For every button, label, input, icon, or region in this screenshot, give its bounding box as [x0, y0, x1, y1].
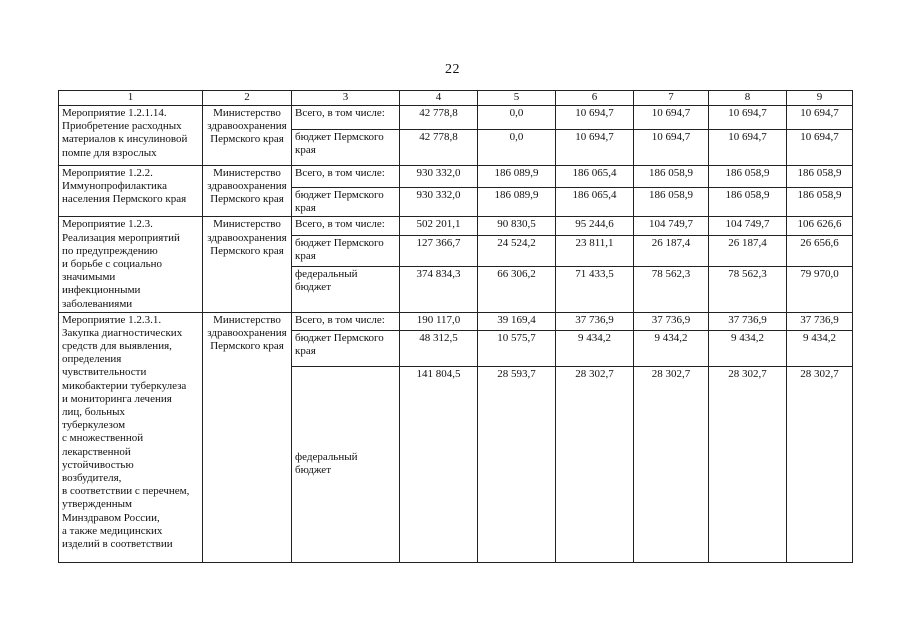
- responsible-organization: [203, 166, 292, 217]
- funding-source: Всего, в том числе:: [292, 106, 400, 130]
- funding-amount: 190 117,0: [400, 312, 478, 330]
- column-number: 2: [203, 91, 292, 106]
- activity-description-line: а также медицинских: [62, 524, 163, 537]
- funding-amount: 39 169,4: [478, 312, 556, 330]
- funding-amount: 24 524,2: [478, 236, 556, 267]
- funding-amount: 9 434,2: [634, 330, 709, 366]
- activity-description-line: чувствительности: [62, 366, 147, 379]
- responsible-organization: [203, 312, 292, 562]
- activity-description-line: и мониторинга лечения: [62, 392, 172, 405]
- organization-line: здравоохранения: [207, 231, 287, 244]
- funding-amount: 104 749,7: [709, 217, 787, 236]
- budget-table: [58, 90, 853, 563]
- funding-amount: 71 433,5: [556, 267, 634, 313]
- funding-amount: 66 306,2: [478, 267, 556, 313]
- activity-description-line: средств для выявления,: [62, 340, 172, 353]
- activity-description: [59, 217, 203, 312]
- funding-amount: 10 694,7: [787, 130, 853, 166]
- funding-amount: 104 749,7: [634, 217, 709, 236]
- organization-line: здравоохранения: [207, 120, 287, 133]
- funding-amount: 186 058,9: [634, 166, 709, 188]
- funding-amount: 37 736,9: [787, 312, 853, 330]
- funding-amount: 78 562,3: [634, 267, 709, 313]
- funding-amount: 37 736,9: [556, 312, 634, 330]
- activity-description-line: изделий в соответствии: [62, 537, 173, 550]
- funding-source: бюджет Пермского края: [292, 130, 400, 166]
- funding-amount: 26 187,4: [709, 236, 787, 267]
- column-number: 1: [59, 91, 203, 106]
- funding-amount: 28 593,7: [478, 366, 556, 562]
- column-number: 5: [478, 91, 556, 106]
- column-number: 4: [400, 91, 478, 106]
- activity-description-line: Мероприятие 1.2.3.1.: [62, 313, 162, 326]
- funding-amount: 930 332,0: [400, 166, 478, 188]
- column-number: 8: [709, 91, 787, 106]
- organization-line: здравоохранения: [207, 326, 287, 339]
- funding-source: бюджет Пермского края: [292, 188, 400, 217]
- responsible-organization: [203, 217, 292, 312]
- funding-amount: 95 244,6: [556, 217, 634, 236]
- activity-description-line: утвержденным: [62, 498, 133, 511]
- funding-amount: 26 656,6: [787, 236, 853, 267]
- activity-description-line: инфекционными: [62, 284, 141, 297]
- funding-amount: 23 811,1: [556, 236, 634, 267]
- funding-amount: 10 694,7: [634, 106, 709, 130]
- column-number: 3: [292, 91, 400, 106]
- funding-amount: 79 970,0: [787, 267, 853, 313]
- funding-amount: 0,0: [478, 106, 556, 130]
- organization-line: Министерство: [213, 313, 281, 326]
- activity-description-line: Приобретение расходных: [62, 120, 182, 133]
- organization-line: Министерство: [213, 167, 281, 179]
- activity-description-line: Мероприятие 1.2.2.: [62, 167, 153, 179]
- activity-description-line: Реализация мероприятий: [62, 231, 180, 244]
- funding-source: федеральный бюджет: [292, 267, 400, 313]
- funding-amount: 10 694,7: [634, 130, 709, 166]
- funding-amount: 28 302,7: [634, 366, 709, 562]
- funding-source: федеральный бюджет: [292, 366, 400, 562]
- activity-description-line: устойчивостью: [62, 458, 134, 471]
- organization-line: Пермского края: [210, 133, 284, 146]
- activity-description-line: значимыми: [62, 271, 116, 284]
- activity-description-line: Иммунопрофилактика: [62, 180, 167, 193]
- funding-amount: 502 201,1: [400, 217, 478, 236]
- funding-amount: 186 058,9: [787, 188, 853, 217]
- funding-amount: 28 302,7: [787, 366, 853, 562]
- activity-description-line: помпе для взрослых: [62, 146, 157, 159]
- funding-source: бюджет Пермского края: [292, 330, 400, 366]
- activity-description-line: возбудителя,: [62, 471, 122, 484]
- funding-amount: 90 830,5: [478, 217, 556, 236]
- funding-amount: 42 778,8: [400, 106, 478, 130]
- table-row: [59, 166, 853, 188]
- funding-source: Всего, в том числе:: [292, 217, 400, 236]
- funding-amount: 186 089,9: [478, 166, 556, 188]
- funding-amount: 37 736,9: [634, 312, 709, 330]
- activity-description: [59, 106, 203, 166]
- funding-source: бюджет Пермского края: [292, 236, 400, 267]
- activity-description-line: туберкулезом: [62, 419, 126, 432]
- funding-amount: 186 058,9: [709, 188, 787, 217]
- funding-amount: 9 434,2: [709, 330, 787, 366]
- responsible-organization: [203, 106, 292, 166]
- activity-description-line: микобактерии туберкулеза: [62, 379, 187, 392]
- funding-amount: 37 736,9: [709, 312, 787, 330]
- funding-amount: 127 366,7: [400, 236, 478, 267]
- column-number: 7: [634, 91, 709, 106]
- table-row: [59, 312, 853, 330]
- table-row: [59, 217, 853, 236]
- funding-amount: 10 694,7: [556, 106, 634, 130]
- activity-description-line: Минздравом России,: [62, 511, 160, 524]
- activity-description-line: Мероприятие 1.2.3.: [62, 218, 153, 231]
- funding-amount: 141 804,5: [400, 366, 478, 562]
- funding-amount: 9 434,2: [787, 330, 853, 366]
- activity-description-line: материалов к инсулиновой: [62, 133, 188, 146]
- table-row: [59, 106, 853, 130]
- funding-amount: 930 332,0: [400, 188, 478, 217]
- activity-description-line: населения Пермского края: [62, 193, 187, 206]
- activity-description: [59, 166, 203, 217]
- funding-amount: 10 694,7: [787, 106, 853, 130]
- funding-amount: 186 065,4: [556, 188, 634, 217]
- funding-source: Всего, в том числе:: [292, 312, 400, 330]
- organization-line: Министерство: [213, 218, 281, 231]
- funding-amount: 186 065,4: [556, 166, 634, 188]
- column-number: 6: [556, 91, 634, 106]
- activity-description: [59, 312, 203, 562]
- funding-amount: 10 694,7: [709, 130, 787, 166]
- funding-amount: 10 694,7: [556, 130, 634, 166]
- funding-amount: 10 694,7: [709, 106, 787, 130]
- column-number: 9: [787, 91, 853, 106]
- activity-description-line: и борьбе с социально: [62, 257, 162, 270]
- funding-amount: 186 058,9: [787, 166, 853, 188]
- column-number-row: [59, 91, 853, 106]
- organization-line: здравоохранения: [207, 180, 287, 193]
- funding-amount: 78 562,3: [709, 267, 787, 313]
- activity-description-line: в соответствии с перечнем,: [62, 485, 190, 498]
- organization-line: Пермского края: [210, 193, 284, 206]
- funding-amount: 106 626,6: [787, 217, 853, 236]
- organization-line: Министерство: [213, 107, 281, 119]
- table-body: [59, 91, 853, 563]
- organization-line: Пермского края: [210, 244, 284, 257]
- funding-amount: 9 434,2: [556, 330, 634, 366]
- funding-amount: 186 058,9: [709, 166, 787, 188]
- activity-description-line: заболеваниями: [62, 297, 133, 310]
- activity-description-line: определения: [62, 353, 122, 366]
- funding-amount: 374 834,3: [400, 267, 478, 313]
- funding-amount: 0,0: [478, 130, 556, 166]
- organization-line: Пермского края: [210, 340, 284, 353]
- activity-description-line: Закупка диагностических: [62, 326, 183, 339]
- activity-description-line: с множественной: [62, 432, 144, 445]
- funding-amount: 42 778,8: [400, 130, 478, 166]
- activity-description-line: лиц, больных: [62, 406, 125, 418]
- activity-description-line: Мероприятие 1.2.1.14.: [62, 107, 167, 119]
- activity-description-line: лекарственной: [62, 445, 131, 458]
- page-number: 22: [445, 62, 460, 77]
- activity-description-line: по предупреждению: [62, 244, 158, 257]
- funding-amount: 186 089,9: [478, 188, 556, 217]
- funding-amount: 28 302,7: [709, 366, 787, 562]
- funding-amount: 28 302,7: [556, 366, 634, 562]
- funding-amount: 10 575,7: [478, 330, 556, 366]
- funding-amount: 186 058,9: [634, 188, 709, 217]
- funding-source: Всего, в том числе:: [292, 166, 400, 188]
- funding-amount: 48 312,5: [400, 330, 478, 366]
- funding-amount: 26 187,4: [634, 236, 709, 267]
